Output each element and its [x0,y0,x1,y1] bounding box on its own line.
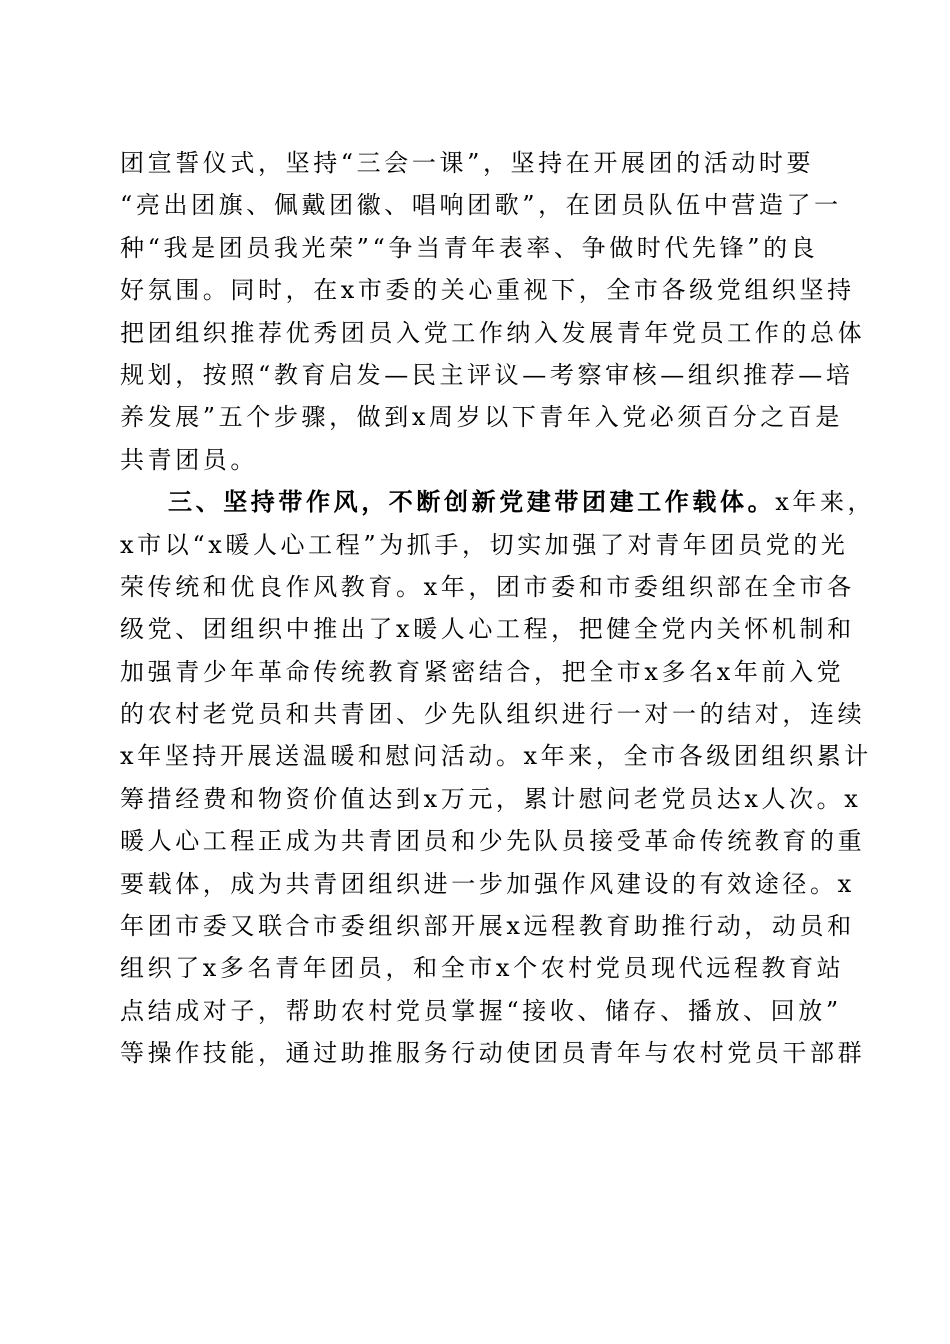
text-line: 养发展”五个步骤，做到x周岁以下青年入党必须百分之百是 [120,403,844,432]
text-line: 组织了x多名青年团员，和全市x个农村党员现代远程教育站 [120,954,845,983]
text-line: 等操作技能，通过助推服务行动使团员青年与农村党员干部群 [120,1039,866,1068]
heading-line-rest: x年来， [775,488,876,517]
text-line: 好氛围。同时，在x市委的关心重视下，全市各级党组织坚持 [120,276,855,305]
text-line: 荣传统和优良作风教育。x年，团市委和市委组织部在全市各 [120,572,855,601]
text-line: 种“我是团员我光荣”“争当青年表率、争做时代先锋”的良 [120,233,819,262]
text-line: 年团市委又联合市委组织部开展x远程教育助推行动，动员和 [120,912,855,941]
text-line: x市以“x暖人心工程”为抓手，切实加强了对青年团员党的光 [120,530,849,559]
text-line: 筹措经费和物资价值达到x万元，累计慰问老党员达x人次。x [120,784,862,813]
section-heading-line [120,481,876,523]
text-line: 要载体，成为共青团组织进一步加强作风建设的有效途径。x [120,869,855,898]
section-heading: 三、坚持带作风，不断创新党建带团建工作载体。 [168,488,776,517]
text-line: 加强青少年革命传统教育紧密结合，把全市x多名x年前入党 [120,657,845,686]
paragraph-2 [120,481,876,1074]
text-line: 暖人心工程正成为共青团员和少先队员接受革命传统教育的重 [120,827,866,856]
text-line: 共青团员。 [120,445,258,474]
text-line: 级党、团组织中推出了x暖人心工程，把健全党内关怀机制和 [120,615,855,644]
document-page [120,142,876,1075]
text-line: 把团组织推荐优秀团员入党工作纳入发展青年党员工作的总体 [120,318,866,347]
text-line: 的农村老党员和共青团、少先队组织进行一对一的结对，连续 [120,700,866,729]
text-line: “亮出团旗、佩戴团徽、唱响团歌”，在团员队伍中营造了一 [120,191,842,220]
text-line: x年坚持开展送温暖和慰问活动。x年来，全市各级团组织累计 [120,742,872,771]
text-line: 规划，按照“教育启发—民主评议—考察审核—组织推荐—培 [120,360,854,389]
paragraph-1 [120,142,866,481]
text-line: 团宣誓仪式，坚持“三会一课”，坚持在开展团的活动时要 [120,149,815,177]
text-line: 点结成对子，帮助农村党员掌握“接收、储存、播放、回放” [120,996,842,1025]
